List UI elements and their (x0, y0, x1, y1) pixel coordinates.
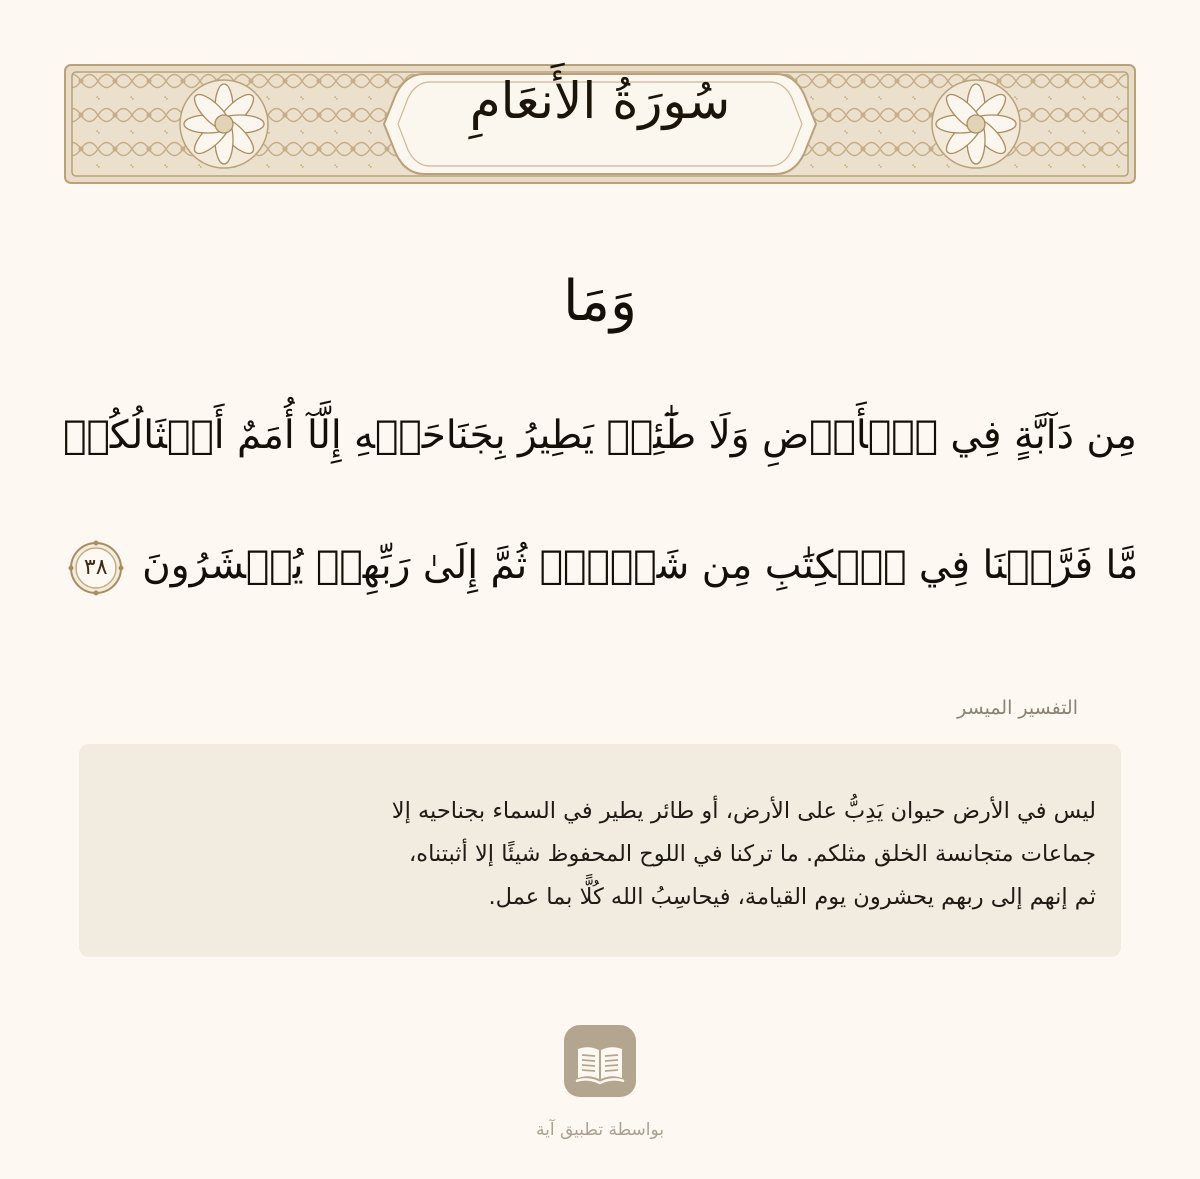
app-credit: بواسطة تطبيق آية (535, 1120, 665, 1140)
verse-line-1: وَمَا (562, 269, 638, 334)
app-icon[interactable] (564, 1025, 636, 1097)
verse-line-2: مِن دَآبَّةٍ فِي ٱلۡأَرۡضِ وَلَا طَٰٓئِرٖ يَطِيرُ بِجَنَاحَيۡهِ إِلَّآ أُمَمٌ أَمۡثَالُكُمۚ (63, 413, 1137, 458)
verse-line-3 (60, 526, 1140, 606)
tafsir-line-3: ثم إنهم إلى ربهم يحشرون يوم القيامة، فيحاسِبُ الله كُلًّا بما عمل. (488, 884, 1096, 910)
open-book-icon (564, 1025, 636, 1097)
tafsir-text (104, 790, 1096, 919)
ayah-number: ٣٨ (83, 555, 108, 580)
tafsir-line-1: ليس في الأرض حيوان يَدِبُّ على الأرض، أو طائر يطير في السماء بجناحيه إلا (391, 798, 1096, 824)
verse-line-3-text: مَّا فَرَّطۡنَا فِي ٱلۡكِتَٰبِ مِن شَيۡءٖۚ ثُمَّ إِلَىٰ رَبِّهِمۡ يُحۡشَرُونَ (142, 543, 1139, 588)
ayah-number-marker (68, 540, 124, 596)
tafsir-line-2: جماعات متجانسة الخلق مثلكم. ما تركنا في اللوح المحفوظ شيئًا إلا أثبتناه، (409, 841, 1096, 867)
surah-title: سُورَةُ الأَنعَامِ (469, 72, 731, 130)
tafsir-label: التفسير الميسر (957, 697, 1078, 719)
